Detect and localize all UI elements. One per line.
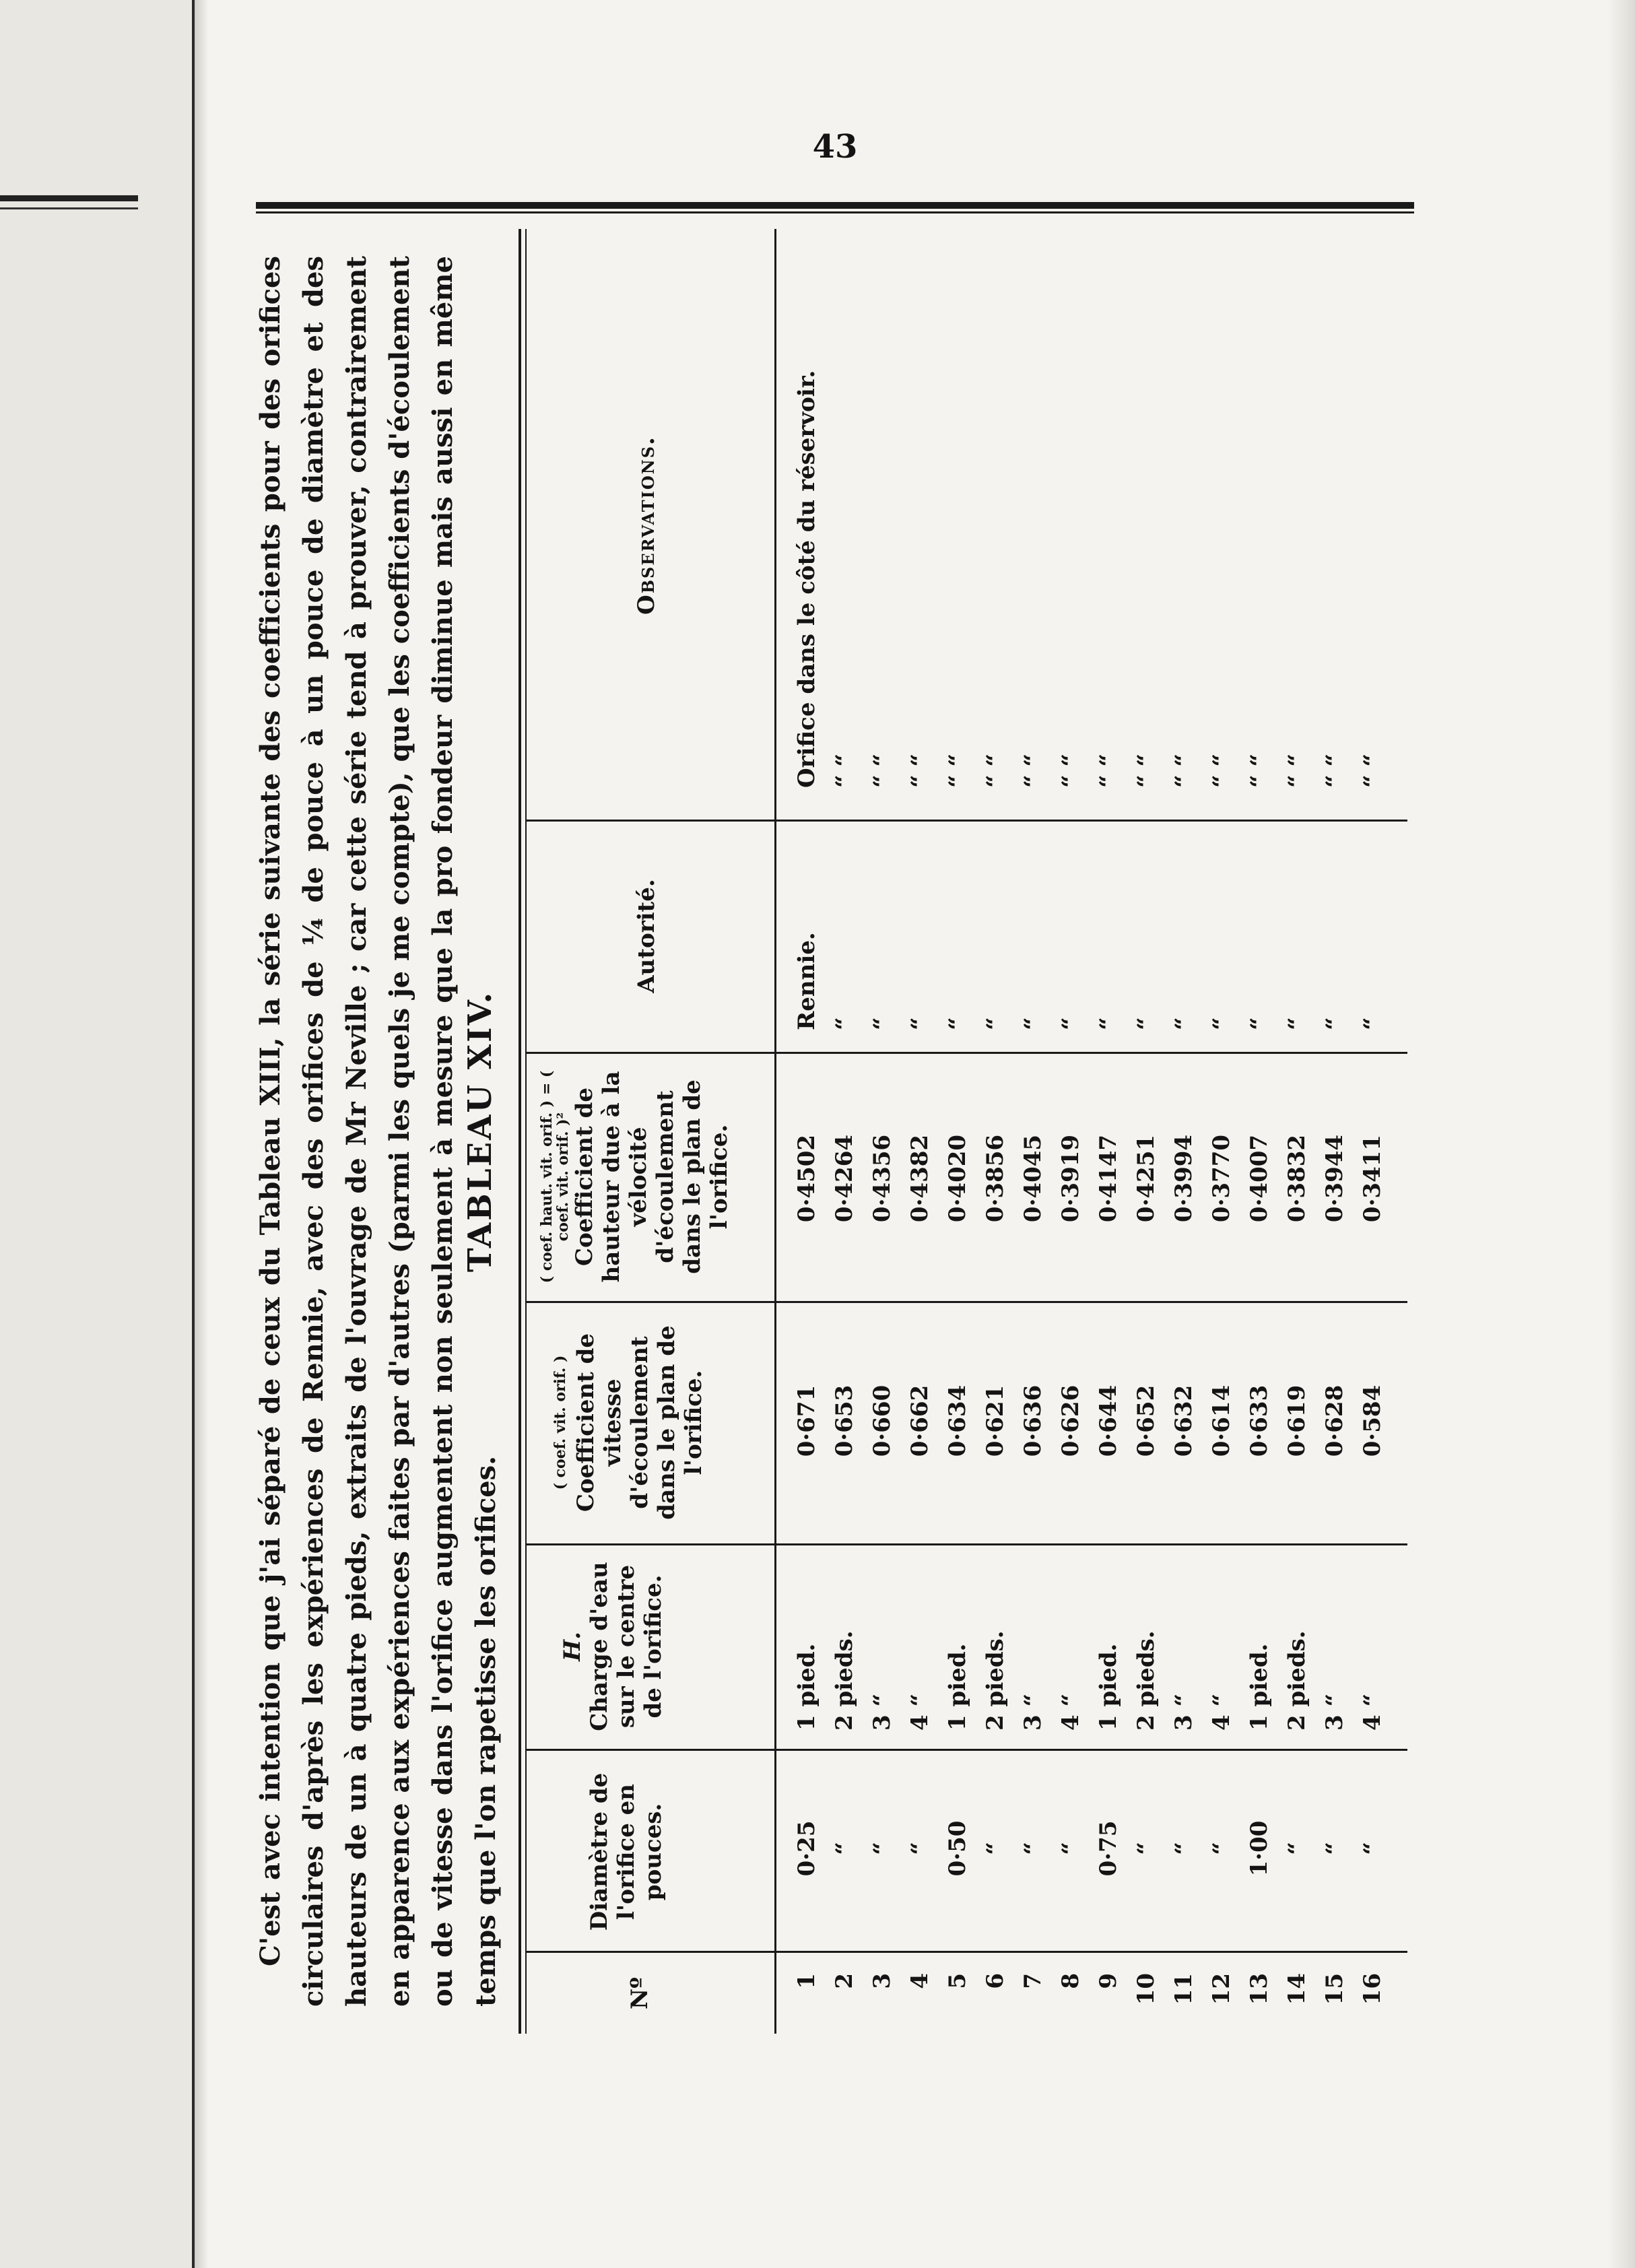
table-cell-c: 0·3944 bbox=[1321, 1134, 1348, 1223]
table-cell-o: “ “ bbox=[982, 754, 1009, 788]
table-cell-o: “ “ bbox=[1133, 754, 1160, 788]
table-cell-v: 0·634 bbox=[944, 1385, 971, 1457]
table-cell-h: 4 “ bbox=[1359, 1693, 1386, 1731]
table-cell-a: “ bbox=[944, 1017, 971, 1030]
table-cell-d: “ bbox=[906, 1842, 933, 1855]
column-divider bbox=[525, 1543, 1407, 1545]
table-cell-n: 10 bbox=[1133, 1973, 1160, 2005]
header-hau-formula: ( coef. haut. vit. orif. ) = ( coef. vit. orif. )² bbox=[538, 1070, 572, 1283]
header-head bbox=[559, 1549, 667, 1744]
header-diam: Diamètre de l'orifice en pouces. bbox=[586, 1772, 667, 1931]
column-auth bbox=[788, 828, 1391, 1044]
header-head-symbol: H. bbox=[559, 1632, 586, 1661]
table-cell-a: “ bbox=[906, 1017, 933, 1030]
table-cell-h: 1 pied. bbox=[793, 1643, 820, 1731]
table-top-rule-thin bbox=[525, 229, 527, 2034]
table-cell-v: 0·633 bbox=[1246, 1385, 1273, 1457]
table-header-rule bbox=[774, 229, 776, 2034]
column-diam bbox=[788, 1764, 1391, 1933]
table-cell-v: 0·584 bbox=[1359, 1385, 1386, 1457]
table-cell-a: “ bbox=[869, 1017, 896, 1030]
column-divider bbox=[525, 1951, 1407, 1953]
facing-page bbox=[0, 0, 195, 2268]
table-cell-d: “ bbox=[1170, 1842, 1197, 1855]
header-auth: Autorité. bbox=[633, 879, 660, 993]
column-obs bbox=[788, 249, 1391, 801]
table-cell-v: 0·614 bbox=[1208, 1385, 1235, 1457]
header-rule bbox=[256, 202, 1414, 209]
table-cell-o: “ “ bbox=[1246, 754, 1273, 788]
header-num: Nº bbox=[626, 1976, 653, 2010]
table-cell-n: 8 bbox=[1057, 1973, 1084, 1989]
table-cell-d: “ bbox=[982, 1842, 1009, 1855]
table-cell-v: 0·636 bbox=[1020, 1385, 1046, 1457]
header-head-text: Charge d'eau sur le centre de l'orifice. bbox=[586, 1562, 667, 1731]
table-cell-o: “ “ bbox=[1020, 754, 1046, 788]
table-cell-v: 0·652 bbox=[1133, 1385, 1160, 1457]
table-cell-h: 2 pieds. bbox=[982, 1630, 1009, 1731]
column-vel bbox=[788, 1310, 1391, 1532]
header-obs: Observations. bbox=[633, 436, 660, 615]
table-cell-o: Orifice dans le côté du réservoir. bbox=[793, 370, 820, 788]
page-number: 43 bbox=[812, 128, 858, 166]
table-cell-o: “ “ bbox=[906, 754, 933, 788]
column-divider bbox=[525, 1301, 1407, 1303]
table-cell-a: “ bbox=[831, 1017, 858, 1030]
table-cell-v: 0·644 bbox=[1095, 1385, 1122, 1457]
table-cell-n: 6 bbox=[982, 1973, 1009, 1989]
table-cell-h: 4 “ bbox=[1208, 1693, 1235, 1731]
table-cell-n: 13 bbox=[1246, 1973, 1273, 2005]
table-cell-v: 0·619 bbox=[1283, 1385, 1310, 1457]
table-cell-a: “ bbox=[1321, 1017, 1348, 1030]
table-cell-v: 0·632 bbox=[1170, 1385, 1197, 1457]
rotated-content bbox=[222, 215, 1407, 2047]
table-cell-h: 1 pied. bbox=[944, 1643, 971, 1731]
table-cell-h: 1 pied. bbox=[1246, 1643, 1273, 1731]
table-cell-d: “ bbox=[1133, 1842, 1160, 1855]
table-cell-o: “ “ bbox=[831, 754, 858, 788]
table-cell-o: “ “ bbox=[944, 754, 971, 788]
table-cell-o: “ “ bbox=[1359, 754, 1386, 788]
table-cell-n: 15 bbox=[1321, 1973, 1348, 2005]
table-cell-v: 0·660 bbox=[869, 1385, 896, 1457]
table-cell-h: 1 pied. bbox=[1095, 1643, 1122, 1731]
table-cell-a: Rennie. bbox=[793, 932, 820, 1030]
table-cell-o: “ “ bbox=[869, 754, 896, 788]
table-cell-n: 5 bbox=[944, 1973, 971, 1989]
table-cell-o: “ “ bbox=[1283, 754, 1310, 788]
table-cell-a: “ bbox=[1359, 1017, 1386, 1030]
table-cell-d: 0·75 bbox=[1095, 1820, 1122, 1877]
header-vel-formula: ( coef. vit. orif. ) bbox=[552, 1355, 569, 1490]
table-cell-d: 1·00 bbox=[1246, 1820, 1273, 1877]
table-cell-c: 0·3770 bbox=[1208, 1134, 1235, 1223]
table-cell-o: “ “ bbox=[1321, 754, 1348, 788]
table-cell-n: 11 bbox=[1170, 1973, 1197, 2005]
table-cell-v: 0·621 bbox=[982, 1385, 1009, 1457]
facing-page-rule bbox=[0, 195, 138, 201]
table-cell-a: “ bbox=[1057, 1017, 1084, 1030]
table-cell-n: 3 bbox=[869, 1973, 896, 1989]
table-cell-c: 0·4502 bbox=[793, 1134, 820, 1223]
header-hau-text: Coefficient de hauteur due à la vélocité d'écoulement dans le plan de l'orifice. bbox=[571, 1071, 733, 1283]
table-cell-d: “ bbox=[1321, 1842, 1348, 1855]
table-cell-c: 0·4251 bbox=[1133, 1134, 1160, 1223]
table-title: TABLEAU XIV. bbox=[461, 990, 499, 1273]
table-cell-n: 2 bbox=[831, 1973, 858, 1989]
table-cell-d: “ bbox=[1283, 1842, 1310, 1855]
header-vel bbox=[545, 1306, 707, 1539]
column-divider bbox=[525, 820, 1407, 822]
book-gutter bbox=[195, 0, 208, 2268]
table-cell-a: “ bbox=[1133, 1017, 1160, 1030]
column-divider bbox=[525, 1052, 1407, 1054]
table-cell-n: 16 bbox=[1359, 1973, 1386, 2005]
header-vel-text: Coefficient de vitesse d'écoulement dans le plan de l'orifice. bbox=[572, 1325, 707, 1520]
table-cell-c: 0·3411 bbox=[1359, 1134, 1386, 1223]
table-cell-n: 9 bbox=[1095, 1973, 1122, 1989]
table-cell-n: 12 bbox=[1208, 1973, 1235, 2005]
table-cell-a: “ bbox=[1283, 1017, 1310, 1030]
header-rule-thin bbox=[256, 211, 1414, 213]
table-cell-a: “ bbox=[1020, 1017, 1046, 1030]
table-cell-v: 0·671 bbox=[793, 1385, 820, 1457]
facing-page-rule-thin bbox=[0, 207, 138, 209]
header-hau bbox=[539, 1057, 733, 1296]
table-cell-c: 0·4382 bbox=[906, 1134, 933, 1223]
table-cell-c: 0·4007 bbox=[1246, 1134, 1273, 1223]
table-cell-h: 3 “ bbox=[1020, 1693, 1046, 1731]
table-cell-h: 2 pieds. bbox=[831, 1630, 858, 1731]
table-top-rule bbox=[519, 229, 521, 2034]
table-cell-c: 0·4147 bbox=[1095, 1134, 1122, 1223]
table-cell-n: 14 bbox=[1283, 1973, 1310, 2005]
column-hau bbox=[788, 1064, 1391, 1293]
table-cell-a: “ bbox=[1170, 1017, 1197, 1030]
table-cell-c: 0·4264 bbox=[831, 1134, 858, 1223]
table-cell-a: “ bbox=[982, 1017, 1009, 1030]
table-cell-v: 0·653 bbox=[831, 1385, 858, 1457]
table-cell-h: 3 “ bbox=[1321, 1693, 1348, 1731]
table-cell-a: “ bbox=[1246, 1017, 1273, 1030]
table-cell-v: 0·628 bbox=[1321, 1385, 1348, 1457]
table-cell-o: “ “ bbox=[1057, 754, 1084, 788]
table-cell-c: 0·3856 bbox=[982, 1134, 1009, 1223]
table-cell-n: 7 bbox=[1020, 1973, 1046, 1989]
table-cell-v: 0·662 bbox=[906, 1385, 933, 1457]
table-cell-o: “ “ bbox=[1170, 754, 1197, 788]
table-cell-c: 0·4020 bbox=[944, 1134, 971, 1223]
table-cell-h: 4 “ bbox=[906, 1693, 933, 1731]
table-cell-d: “ bbox=[1359, 1842, 1386, 1855]
table-cell-d: “ bbox=[869, 1842, 896, 1855]
table-cell-a: “ bbox=[1208, 1017, 1235, 1030]
table-cell-n: 4 bbox=[906, 1973, 933, 1989]
table-cell-h: 2 pieds. bbox=[1283, 1630, 1310, 1731]
page-edge-shadow bbox=[1608, 0, 1635, 2268]
table-cell-h: 2 pieds. bbox=[1133, 1630, 1160, 1731]
table-cell-h: 4 “ bbox=[1057, 1693, 1084, 1731]
table-cell-d: 0·50 bbox=[944, 1820, 971, 1877]
table-cell-d: “ bbox=[1057, 1842, 1084, 1855]
table-cell-v: 0·626 bbox=[1057, 1385, 1084, 1457]
table-cell-d: “ bbox=[1208, 1842, 1235, 1855]
table-cell-c: 0·4356 bbox=[869, 1134, 896, 1223]
column-num bbox=[788, 1973, 1391, 2020]
table-cell-h: 3 “ bbox=[869, 1693, 896, 1731]
table-cell-c: 0·3994 bbox=[1170, 1134, 1197, 1223]
intro-text: C'est avec intention que j'ai séparé de ceux du Tableau XIII, la série suivante des coefficients pour des orifices circulaires d'après les expériences de Rennie, avec des orifices de ¼ de pouce à un pouce de diamètre et des hauteurs de un à quatre pieds, extraits de l'ouvrage de Mr Neville ; car cette série tend à prouver, contrairement en apparence aux expériences faites par d'autres (parmi les quels je me compte), que les coefficients d'écoulement ou de vitesse dans l'orifice augmentent non seulement à mesure que la pro fondeur diminue mais aussi en même temps que l'on rapetisse les orifices. bbox=[255, 256, 502, 2007]
data-table bbox=[519, 229, 1407, 2034]
table-cell-d: “ bbox=[1020, 1842, 1046, 1855]
column-divider bbox=[525, 1749, 1407, 1751]
table-cell-c: 0·3919 bbox=[1057, 1134, 1084, 1223]
table-cell-d: “ bbox=[831, 1842, 858, 1855]
table-cell-o: “ “ bbox=[1208, 754, 1235, 788]
table-cell-n: 1 bbox=[793, 1973, 820, 1989]
table-cell-o: “ “ bbox=[1095, 754, 1122, 788]
table-cell-c: 0·3832 bbox=[1283, 1134, 1310, 1223]
table-cell-a: “ bbox=[1095, 1017, 1122, 1030]
table-cell-c: 0·4045 bbox=[1020, 1134, 1046, 1223]
table-cell-d: 0·25 bbox=[793, 1820, 820, 1877]
column-head bbox=[788, 1556, 1391, 1737]
table-cell-h: 3 “ bbox=[1170, 1693, 1197, 1731]
